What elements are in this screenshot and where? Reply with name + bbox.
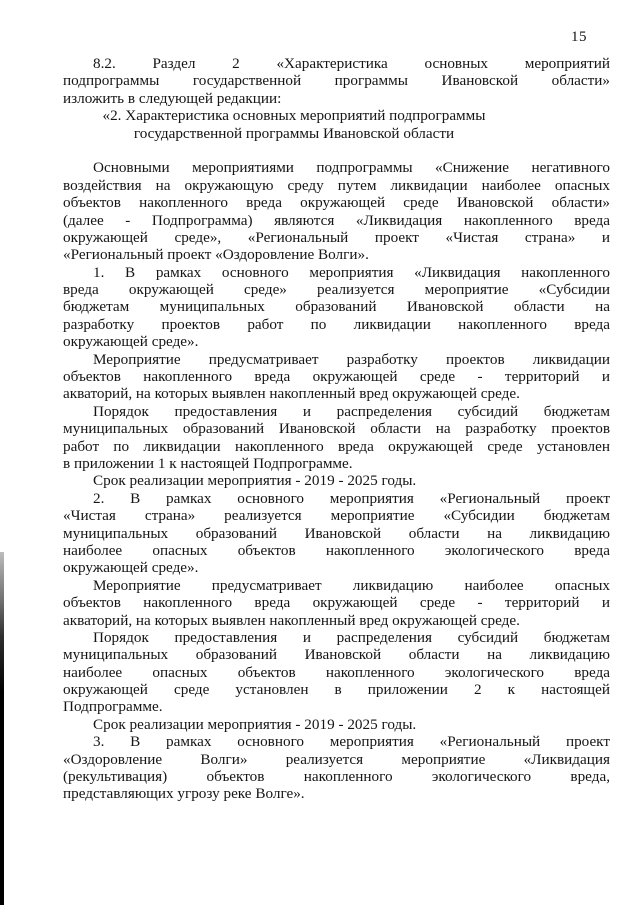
text-line: объектов накопленного вреда окружающей среде - территорий и (63, 368, 610, 386)
text-line: работ по ликвидации накопленного вреда окружающей среде установлен (63, 437, 610, 455)
text-line: 8.2. Раздел 2 «Характеристика основных мероприятий (93, 55, 610, 72)
paragraph (63, 733, 610, 803)
paragraph (63, 490, 610, 577)
text-line: воздействия на окружающую среду путем ликвидации наиболее опасных (63, 176, 610, 194)
text-line: муниципальных образований Ивановской области на разработку проектов (63, 420, 610, 438)
text-line: бюджетам муниципальных образований Ивановской области на (63, 298, 610, 316)
text-line: 1. В рамках основного мероприятия «Ликвидация накопленного (93, 263, 610, 281)
text-line: разработку проектов работ по ликвидации накопленного вреда (63, 315, 610, 333)
text-line: «Региональный проект «Оздоровление Волги». (63, 246, 369, 264)
text-line: государственной программы Ивановской области (133, 124, 455, 142)
text-line: муниципальных образований Ивановской области на ликвидацию (63, 524, 610, 542)
text-line: представляющих угрозу реке Волге». (63, 785, 305, 803)
paragraph (63, 472, 610, 489)
text-line: объектов накопленного вреда окружающей среде - территорий и (63, 594, 610, 612)
paragraph (63, 403, 610, 473)
paragraph (63, 716, 610, 733)
text-line: акваторий, на которых выявлен накопленный вред окружающей среде. (63, 385, 520, 403)
text-line: акваторий, на которых выявлен накопленный вред окружающей среде. (63, 611, 520, 629)
text-line: окружающей среде». (63, 333, 199, 351)
text-line: Срок реализации мероприятия - 2019 - 2025 годы. (93, 715, 417, 733)
paragraph (63, 629, 610, 716)
text-line: Порядок предоставления и распределения субсидий бюджетам (93, 628, 610, 646)
text-line: окружающей среде», «Региональный проект «Чистая страна» и (63, 228, 610, 246)
text-line: окружающей среде установлен в приложении 2 к настоящей (63, 681, 610, 699)
text-line: наиболее опасных объектов накопленного экологического вреда (63, 663, 610, 681)
text-line: объектов накопленного вреда окружающей среде Ивановской области» (63, 194, 610, 212)
text-line: (далее - Подпрограмма) являются «Ликвидация накопленного вреда (63, 211, 610, 229)
text-line: (рекультивация) объектов накопленного экологического вреда, (63, 768, 610, 786)
text-line: Порядок предоставления и распределения субсидий бюджетам (93, 402, 610, 420)
text-line: Мероприятие предусматривает разработку проектов ликвидации (93, 350, 610, 368)
text-line: Подпрограмме. (63, 698, 163, 716)
text-line: вреда окружающей среде» реализуется мероприятие «Субсидии (63, 281, 610, 299)
text-line: в приложении 1 к настоящей Подпрограмме. (63, 454, 353, 472)
text-line: наиболее опасных объектов накопленного экологического вреда (63, 541, 610, 559)
text-line: «Чистая страна» реализуется мероприятие «Субсидии бюджетам (63, 507, 610, 525)
paragraph (63, 159, 610, 263)
text-line: Срок реализации мероприятия - 2019 - 2025 годы. (93, 472, 417, 490)
text-line: изложить в следующей редакции: (63, 89, 282, 107)
paragraph (63, 55, 610, 107)
document-body (63, 55, 610, 803)
paragraph (63, 264, 610, 351)
text-line: Мероприятие предусматривает ликвидацию наиболее опасных (93, 576, 610, 594)
text-line: 3. В рамках основного мероприятия «Региональный проект (93, 733, 610, 751)
section-heading (63, 107, 525, 142)
text-line: Основными мероприятиями подпрограммы «Снижение негативного (93, 159, 610, 177)
text-line: муниципальных образований Ивановской области на ликвидацию (63, 646, 610, 664)
paragraph (63, 351, 610, 403)
scan-edge-artifact (0, 552, 4, 905)
paragraph (63, 577, 610, 629)
text-line: «2. Характеристика основных мероприятий подпрограммы (102, 107, 486, 125)
text-line: «Оздоровление Волги» реализуется мероприятие «Ликвидация (63, 750, 610, 768)
text-line: 2. В рамках основного мероприятия «Региональный проект (93, 489, 610, 507)
page-number: 15 (571, 29, 587, 45)
text-line: подпрограммы государственной программы Ивановской области» (63, 72, 610, 90)
text-line: окружающей среде». (63, 559, 199, 577)
